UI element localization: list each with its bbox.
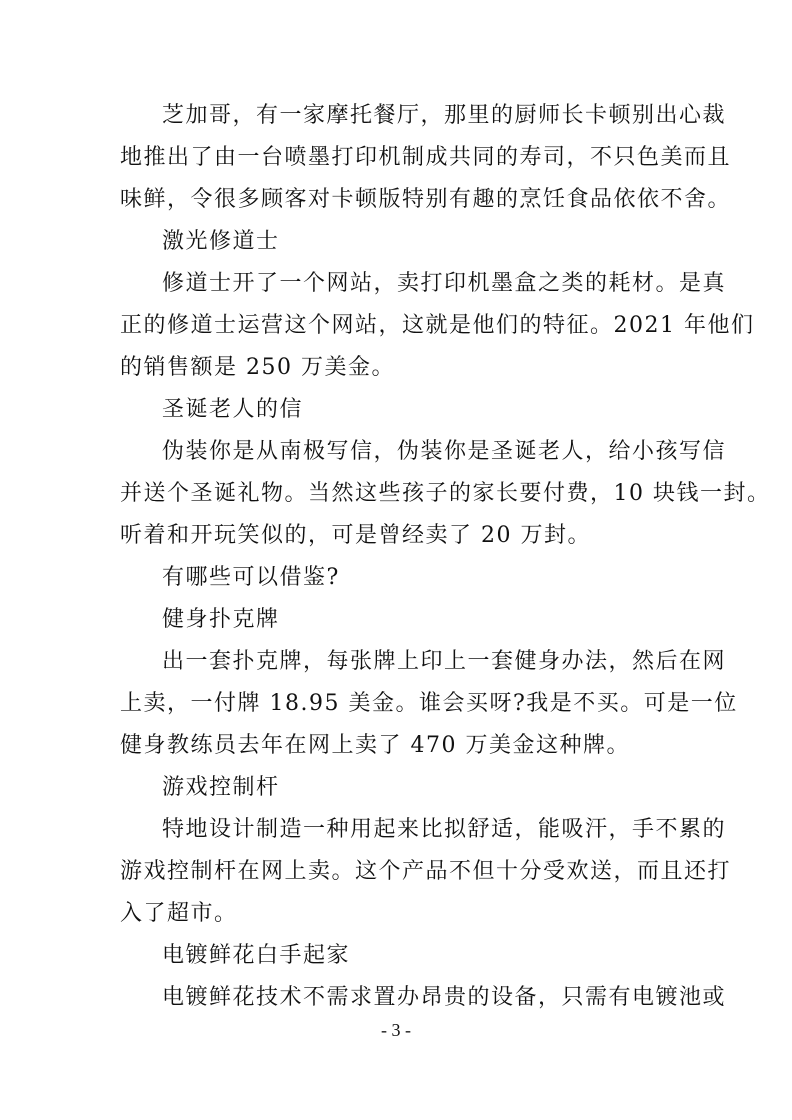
- section-heading: 电镀鲜花白手起家: [162, 943, 351, 968]
- text-line: 的销售额是 250 万美金。: [120, 355, 395, 380]
- text-line: 听着和开玩笑似的，可是曾经卖了 20 万封。: [120, 523, 591, 548]
- text-line: 特地设计制造一种用起来比拟舒适，能吸汗，手不累的: [162, 817, 727, 842]
- page-number: - 3 -: [381, 1020, 411, 1040]
- text-line: 芝加哥，有一家摩托餐厅，那里的厨师长卡顿别出心裁: [162, 103, 727, 128]
- text-line: 修道士开了一个网站，卖打印机墨盒之类的耗材。是真: [162, 271, 727, 296]
- section-heading: 激光修道士: [162, 229, 280, 254]
- text-line: 上卖，一付牌 18.95 美金。谁会买呀?我是不买。可是一位: [120, 691, 738, 716]
- text-line: 伪装你是从南极写信，伪装你是圣诞老人，给小孩写信: [162, 439, 727, 464]
- text-line: 并送个圣诞礼物。当然这些孩子的家长要付费，10 块钱一封。: [120, 481, 771, 506]
- text-line: 电镀鲜花技术不需求置办昂贵的设备，只需有电镀池或: [162, 985, 727, 1010]
- section-heading: 游戏控制杆: [162, 775, 280, 800]
- section-heading: 有哪些可以借鉴?: [162, 565, 340, 590]
- text-line: 健身教练员去年在网上卖了 470 万美金这种牌。: [120, 733, 630, 758]
- text-line: 入了超市。: [120, 901, 238, 926]
- text-line: 出一套扑克牌，每张牌上印上一套健身办法，然后在网: [162, 649, 727, 674]
- text-line: 味鲜，令很多顾客对卡顿版特别有趣的烹饪食品依依不舍。: [120, 187, 732, 212]
- text-line: 游戏控制杆在网上卖。这个产品不但十分受欢送，而且还打: [120, 859, 732, 884]
- text-line: 地推出了由一台喷墨打印机制成共同的寿司，不只色美而且: [120, 145, 732, 170]
- section-heading: 健身扑克牌: [162, 607, 280, 632]
- section-heading: 圣诞老人的信: [162, 397, 304, 422]
- text-line: 正的修道士运营这个网站，这就是他们的特征。2021 年他们: [120, 313, 755, 338]
